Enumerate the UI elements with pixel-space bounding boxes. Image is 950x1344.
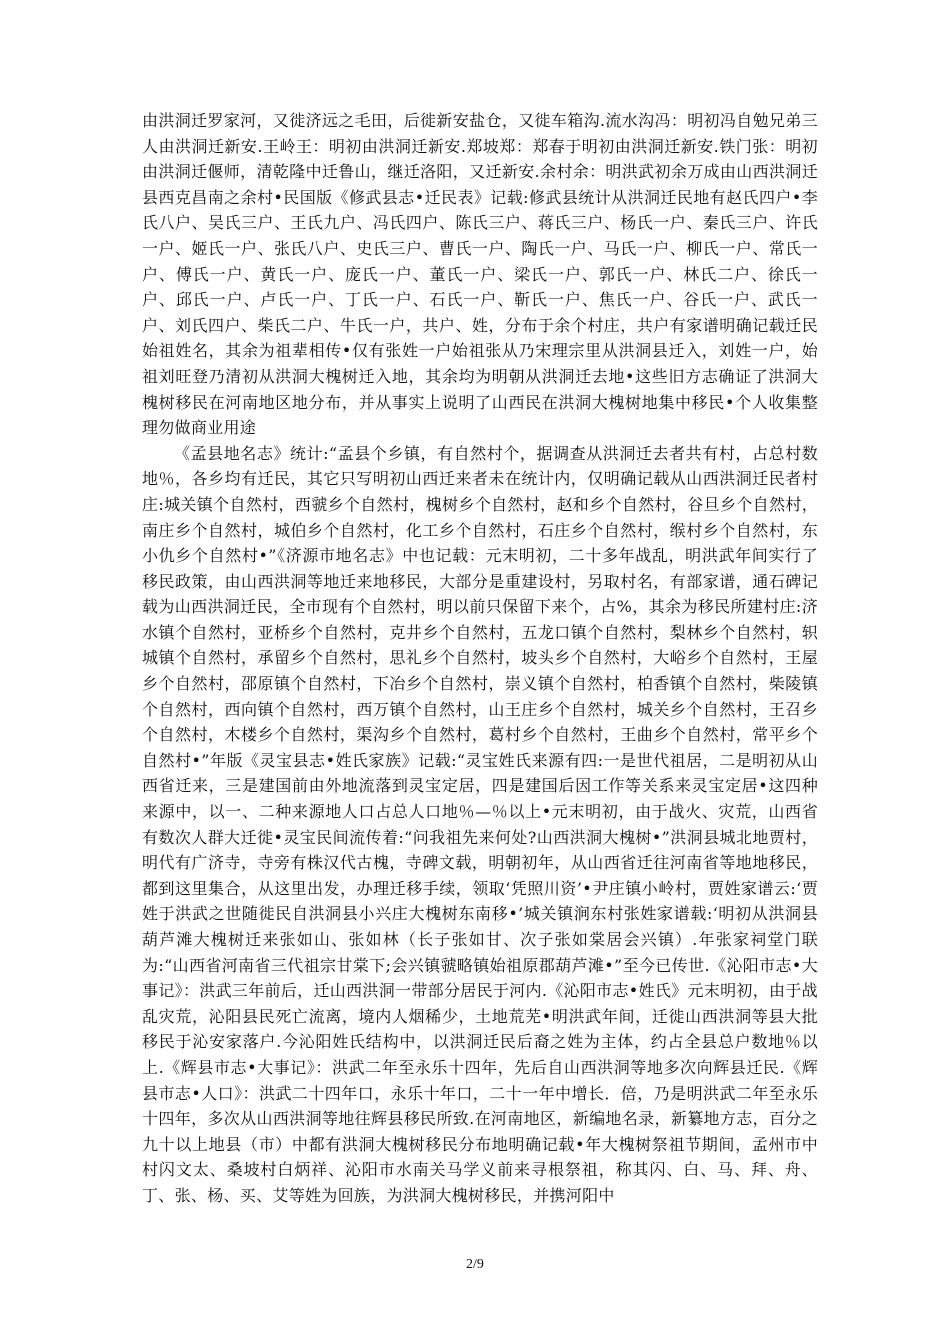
paragraph-2: 《孟县地名志》统计:“孟县个乡镇，有自然村个，据调查从洪洞迁去者共有村，占总村数地％，各乡均有迁民，其它只写明初山西迁来者未在统计内，仅明确记载从山西洪洞迁民者村庄:城关镇个自然村，西虢乡个自然村，槐树乡个自然村，赵和乡个自然村，谷旦乡个自然村，南庄乡个自然村，城伯乡个自然村，化工乡个自然村，石庄乡个自然村，缑村乡个自然村，东小仇乡个自然村•”《济源市地名志》中也记载：元末明初，二十多年战乱，明洪武年间实行了移民政策，由山西洪洞等地迁来地移民，大部分是重建设村，另取村名，有部家谱，通石碑记载为山西洪洞迁民，全市现有个自然村，明以前只保留下来个，占%，其余为移民所建村庄:济水镇个自然村，亚桥乡个自然村，克井乡个自然村，五龙口镇个自然村，梨林乡个自然村，轵城镇个自然村，承留乡个自然村，思礼乡个自然村，坡头乡个自然村，大峪乡个自然村，王屋乡个自然村，邵原镇个自然村，下冶乡个自然村，崇义镇个自然村，柏香镇个自然村，柴陵镇个自然村，西向镇个自然村，西万镇个自然村，山王庄乡个自然村，城关乡个自然村，王召乡个自然村，木楼乡个自然村，渠沟乡个自然村，葛村乡个自然村，王曲乡个自然村，常平乡个自然村•”年版《灵宝县志•姓氏家族》记载:“灵宝姓氏来源有四:一是世代祖居，二是明初从山西省迁来，三是建国前由外地流落到灵宝定居，四是建国后因工作等关系来灵宝定居•这四种来源中，以一、二种来源地人口占总人口地％—％以上•元末明初，由于战火、灾荒，山西省有数次人群大迁徙•灵宝民间流传着:“问我祖先来何处?山西洪洞大槐树•”洪洞县城北地贾村，明代有广济寺，寺旁有株汉代古槐，寺碑文载，明朝初年，从山西省迁往河南省等地地移民，都到这里集合，从这里出发，办理迁移手续，领取‘凭照川资’•尹庄镇小岭村，贾姓家谱云:‘贾姓于洪武之世随徙民自洪洞县小兴庄大槐树东南移•’城关镇涧东村张姓家谱载:‘明初从洪洞县葫芦滩大槐树迁来张如山、张如林（长子张如甘、次子张如棠居会兴镇）.年张家祠堂门联为:“山西省河南省三代祖宗甘棠下;会兴镇虢略镇始祖原郡葫芦滩•”至今已传世.《沁阳市志•大事记》：洪武三年前后，迁山西洪洞一带部分居民于河内.《沁阳市志•姓氏》元末明初，由于战乱灾荒，沁阳县民死亡流离，境内人烟稀少，土地荒芜•明洪武年间，迁徙山西洪洞等县大批移民于沁安家落户.今沁阳姓氏结构中，以洪洞迁民后裔之姓为主体，约占全县总户数地％以上.《辉县市志•大事记》：洪武二年至永乐十四年，先后自山西洪洞等地多次向辉县迁民.《辉县市志•人口》：洪武二十四年口，永乐十年口，二十一年中增长．倍，乃是明洪武二年至永乐十四年，多次从山西洪洞等地往辉县移民所致.在河南地区，新编地名录，新纂地方志，百分之九十以上地县（市）中都有洪洞大槐树移民分布地明确记载•年大槐树祭祖节期间，孟州市中村闪文太、桑坡村白炳祥、沁阳市水南关马学义前来寻根祭祖，称其闪、白、马、拜、舟、丁、张、杨、买、艾等姓为回族，为洪洞大槐树移民，并携河阳中 — [142, 443, 818, 1205]
document-body — [142, 108, 818, 1209]
page-number: 2/9 — [466, 1257, 484, 1272]
paragraph-1: 由洪洞迁罗家河，又徙济远之毛田，后徙新安盐仓，又徙车箱沟.流水沟冯：明初冯自勉兄弟三人由洪洞迁新安.王岭王：明初由洪洞迁新安.郑坡郑：郑春于明初由洪洞迁新安.铁门张：明初由洪洞迁偃师，清乾隆中迁鲁山，继迁洛阳，又迁新安.余村余：明洪武初余万成由山西洪洞迁县西克昌南之余村•民国版《修武县志•迁民表》记载:修武县统计从洪洞迁民地有赵氏四户•李氏八户、吴氏三户、王氏九户、冯氏四户、陈氏三户、蒋氏三户、杨氏一户、秦氏三户、许氏一户、姬氏一户、张氏八户、史氏三户、曹氏一户、陶氏一户、马氏一户、柳氏一户、常氏一户、傅氏一户、黄氏一户、庞氏一户、董氏一户、梁氏一户、郭氏一户、林氏二户、徐氏一户、邱氏一户、卢氏一户、丁氏一户、石氏一户、靳氏一户、焦氏一户、谷氏一户、武氏一户、刘氏四户、柴氏二户、牛氏一户，共户、姓，分布于余个村庄，共户有家谱明确记载迁民始祖姓名，其余为祖辈相传•仅有张姓一户始祖张从乃宋理宗里从洪洞县迁入，刘姓一户，始祖刘旺登乃清初从洪洞大槐树迁入地，其余均为明朝从洪洞迁去地•这些旧方志确证了洪洞大槐树移民在河南地区地分布，并从事实上说明了山西民在洪洞大槐树地集中移民•个人收集整理勿做商业用途 — [142, 111, 818, 438]
